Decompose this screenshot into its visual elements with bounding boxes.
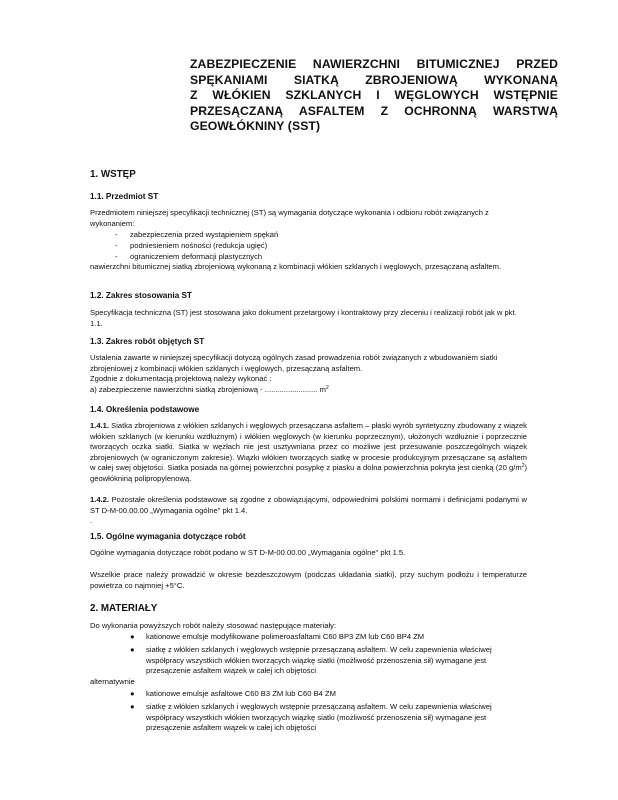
paragraph: alternatywnie [90,677,135,686]
bullet-marker: ● [130,645,135,654]
title-line: PRZESĄCZANĄ ASFALTEM Z OCHRONNĄ WARSTWĄ [190,103,558,118]
list-item: podniesieniem nośności (redukcja ugięć) [130,241,268,250]
scope-item: a) zabezpieczenie nawierzchni siatką zbrojeniową - ......................... m [90,385,326,394]
title-line: ZABEZPIECZENIE NAWIERZCHNI BITUMICZNEJ PRZED [190,57,558,71]
document-title [190,57,558,135]
bullet-marker: ● [130,689,135,698]
title-line: Z WŁÓKIEN SZKLANYCH I WĘGLOWYCH WSTĘPNIE [190,88,558,102]
list-item: siatkę z włókien szklanych i węglowych wstępnie przesączaną asfaltem. W celu zapewnienia właściwej współpracy wszystkich włókien tworzących wiązkę siatki (możliwość przenoszenia sił) wymagane jest przesączenie asfaltem wiązek w całej ich objętości [146,702,492,733]
paragraph [90,421,527,485]
subsection-heading: 1.4. Określenia podstawowe [90,405,200,414]
list-item: zabezpieczenia przed wystąpieniem spękań [130,230,279,239]
paragraph: Do wykonania powyższych robót należy stosować następujące materiały: [90,621,337,630]
section-heading: 2. MATERIAŁY [90,603,158,614]
subsection-heading: 1.1. Przedmiot ST [90,192,159,201]
paragraph: Zgodnie z dokumentacją projektową należy wykonać : [90,374,272,383]
bullet-marker: ● [130,632,135,641]
superscript: 2 [325,385,329,391]
dash-marker: - [115,230,118,239]
paragraph-text: Pozostałe określenia podstawowe są zgodne z obowiązującymi, odpowiednimi polskimi normami i definicjami podanymi w ST D-M-00.00.00 „Wymagania ogólne" pkt 1.4. [90,495,527,515]
title-line: SPĘKANIAMI SIATKĄ ZBROJENIOWĄ WYKONANĄ [190,72,558,87]
paragraph: Specyfikacja techniczna (ST) jest stosowana jako dokument przetargowy i kontraktowy przy zleceniu i realizacji robót jak w pkt. 1.1. [90,308,517,328]
list-item: kationowe emulsje modyfikowane polimeroasfaltami C60 BP3 ZM lub C60 BP4 ZM [146,632,425,641]
paragraph: Wszelkie prace należy prowadzić w okresie bezdeszczowym (podczas układania siatki), przy suchym podłożu i temperaturze powietrza co najmniej +5°C. [90,570,527,590]
subsection-heading: 1.5. Ogólne wymagania dotyczące robót [90,532,246,541]
list-item: ograniczeniem deformacji plastycznych [130,252,263,261]
stray-dot: . [90,516,93,525]
paragraph-number: 1.4.1. [90,421,109,430]
paragraph-text: ) geowłókniną polipropylenową. [90,463,527,483]
list-item: kationowe emulsje asfaltowe C60 B3 ZM lub C60 B4 ZM [146,689,336,698]
paragraph: nawierzchni bitumicznej siatką zbrojeniową wykonaną z kombinacji włókien szklanych i węglowych, przesączaną asfaltem. [90,262,502,271]
paragraph [90,495,527,516]
superscript: 2 [521,463,525,470]
dash-marker: - [115,252,118,261]
paragraph-number: 1.4.2. [90,495,109,504]
paragraph: Ogólne wymagania dotyczące robót podano w ST D-M-00.00.00 „Wymagania ogólne" pkt 1.5. [90,548,406,557]
paragraph [90,385,527,396]
paragraph: Przedmiotem niniejszej specyfikacji technicznej (ST) są wymagania dotyczące wykonania i odbioru robót związanych z wykonaniem: [90,208,489,228]
paragraph: Ustalenia zawarte w niniejszej specyfikacji dotyczą ogólnych zasad prowadzenia robót związanych z wbudowaniem siatki zbrojeniowej z kombinacji włókien szklanych i węglowych, przesączaną asfaltem. [90,353,498,373]
list-item: siatkę z włókien szklanych i węglowych wstępnie przesączaną asfaltem. W celu zapewnienia właściwej współpracy wszystkich włókien tworzących wiązkę siatki (możliwość przenoszenia sił) wymagane jest przesączenie asfaltem wiązek w całej ich objętości [146,645,492,676]
section-heading: 1. WSTĘP [90,169,136,180]
subsection-heading: 1.2. Zakres stosowania ST [90,291,192,300]
dash-marker: - [115,241,118,250]
subsection-heading: 1.3. Zakres robót objętych ST [90,337,205,346]
paragraph-text: Siatka zbrojeniowa z włókien szklanych i węglowych przesączana asfaltem – płaski wyrób syntetyczny zbudowany z wiązek włókien szklanych (w kierunku wzdłużnym) i włókien węglowych (w kierunku poprzecznym), ułożonych wzdłużnie i poprzecznie tworzących oczka siatki. Siatka w węzłach nie jest usztywniana przez co możliwe jest przesuwanie poszczególnych wiązek zbrojeniowych (w ograniczonym zakresie). Wiązki włókien tworzących siatkę w procesie produkcyjnym przesączane są asfaltem w całej swej objętości. Siatka posiada na górnej powierzchni posypkę z piasku a dolna powierzchnia pokryta jest cienką (20 g/m [90,421,527,473]
bullet-marker: ● [130,702,135,711]
title-line: GEOWŁÓKNINY (SST) [190,119,321,133]
